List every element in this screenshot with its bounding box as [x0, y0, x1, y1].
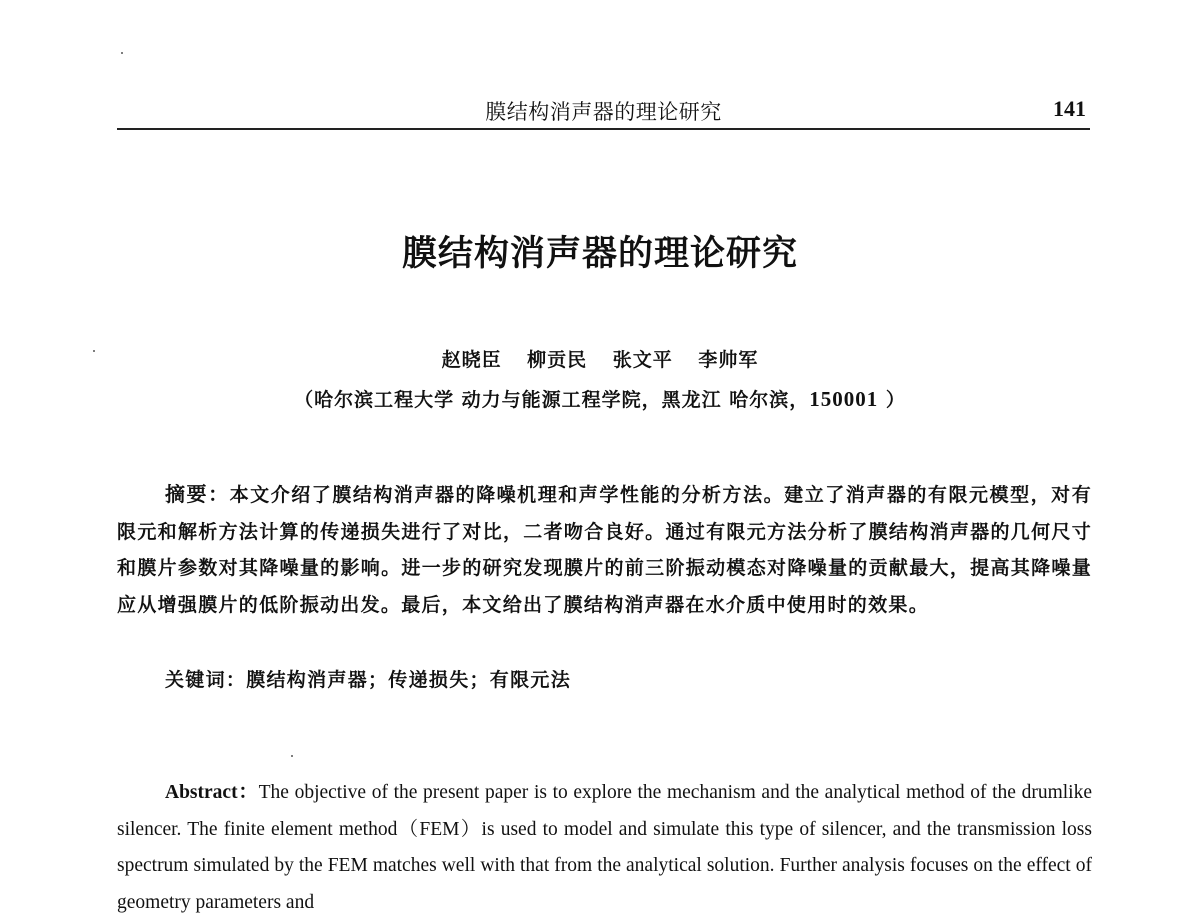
abstract-english-separator: ：	[237, 782, 259, 803]
keywords	[165, 665, 571, 692]
keywords-text: 膜结构消声器；传递损失；有限元法	[246, 669, 572, 691]
running-title: 膜结构消声器的理论研究	[485, 100, 722, 124]
scan-speck	[93, 350, 95, 352]
abstract-chinese-label: 摘要：	[165, 482, 230, 506]
abstract-english	[117, 775, 1092, 921]
scan-speck	[291, 755, 293, 757]
authors: 赵晓臣 柳贡民 张文平 李帅军	[441, 349, 759, 371]
paper-title: 膜结构消声器的理论研究	[401, 233, 798, 274]
scan-speck	[121, 52, 123, 54]
affiliation-postcode: 150001	[809, 387, 879, 411]
affiliation-text: （哈尔滨工程大学 动力与能源工程学院，黑龙江 哈尔滨，	[294, 389, 810, 411]
running-header	[117, 94, 1090, 130]
abstract-chinese	[117, 476, 1092, 623]
abstract-english-text: The objective of the present paper is to explore the mechanism and the analytical method of the drumlike silencer. The finite element method（FEM）is used to model and simulate this type of silencer, and the transmission loss spectrum simulated by the FEM matches well with that from the analytical solution. Further analysis focuses on the effect of geometry parameters and	[117, 782, 1092, 913]
affiliation-close: ）	[878, 389, 906, 411]
keywords-label: 关键词：	[165, 669, 247, 691]
abstract-english-label: Abstract	[165, 782, 238, 803]
page-number: 141	[1053, 96, 1086, 121]
affiliation	[0, 385, 1200, 412]
abstract-chinese-text: 本文介绍了膜结构消声器的降噪机理和声学性能的分析方法。建立了消声器的有限元模型，对有限元和解析方法计算的传递损失进行了对比，二者吻合良好。通过有限元方法分析了膜结构消声器的几何尺寸和膜片参数对其降噪量的影响。进一步的研究发现膜片的前三阶振动模态对降噪量的贡献最大，提高其降噪量应从增强膜片的低阶振动出发。最后，本文给出了膜结构消声器在水介质中使用时的效果。	[117, 484, 1092, 616]
